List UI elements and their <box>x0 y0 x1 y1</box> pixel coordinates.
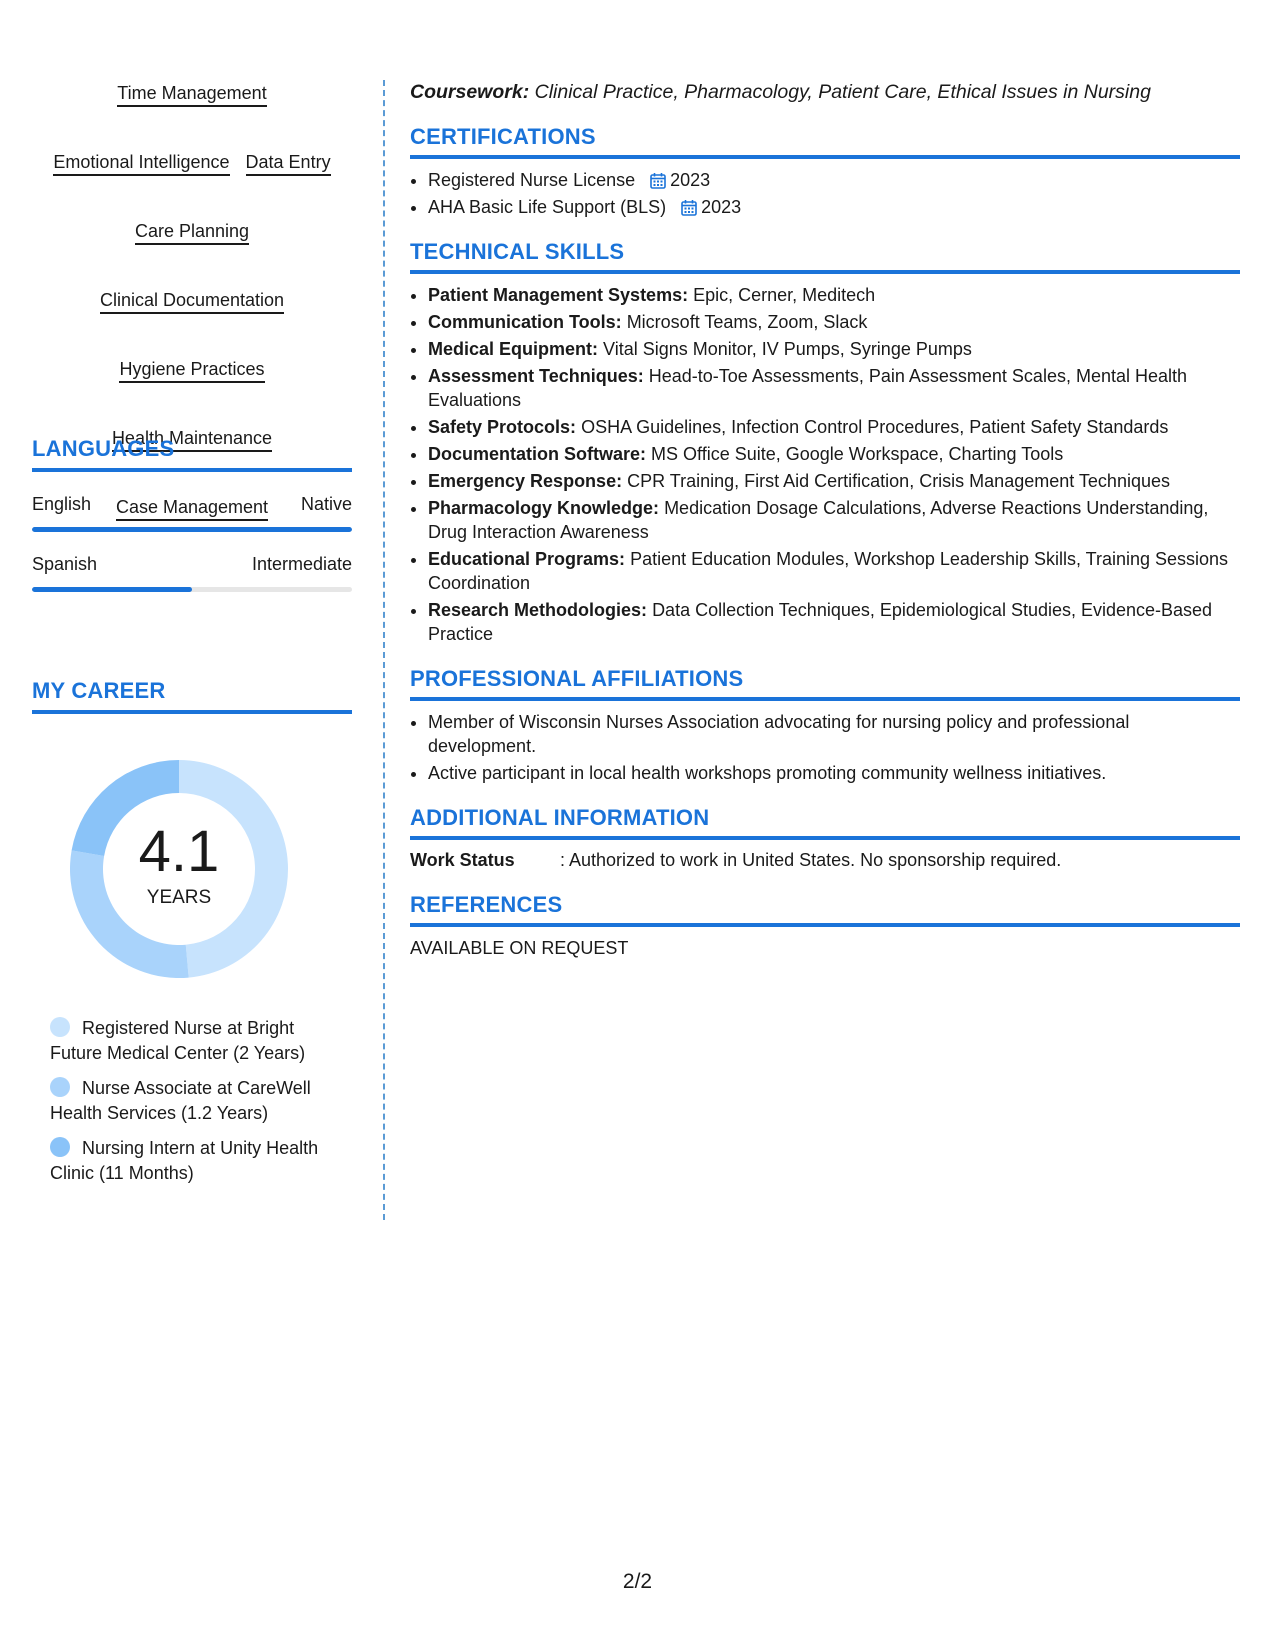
affiliation-item: • Active participant in local health workshops promoting community wellness initiatives. <box>428 761 1240 785</box>
additional-info-section <box>410 805 1240 872</box>
technical-skill-item <box>428 442 1240 466</box>
language-row <box>32 494 352 515</box>
technical-skills-list <box>410 283 1240 646</box>
references-heading: REFERENCES <box>410 892 1240 927</box>
language-row <box>32 554 352 575</box>
career-legend-item <box>50 1076 340 1126</box>
career-legend <box>50 1016 340 1186</box>
skill-tag: Care Planning <box>135 220 249 245</box>
technical-skill-item <box>428 547 1240 595</box>
legend-dot-icon <box>50 1077 70 1097</box>
career-legend-label: Nursing Intern at Unity Health Clinic (11 Months) <box>50 1138 319 1183</box>
certification-item <box>428 195 1240 219</box>
language-proficiency-fill <box>32 587 192 592</box>
coursework-line <box>410 80 1240 104</box>
skill-tag: Time Management <box>117 82 266 107</box>
skill-values: MS Office Suite, Google Workspace, Charting Tools <box>651 444 1064 464</box>
language-level: Native <box>300 494 352 514</box>
main-content <box>410 80 1240 960</box>
career-donut-chart <box>64 754 294 984</box>
certification-year: 2023 <box>670 170 711 190</box>
donut-center <box>64 754 294 984</box>
affiliation-item: • Member of Wisconsin Nurses Association advocating for nursing policy and professional development. <box>428 710 1240 758</box>
skill-tag: Hygiene Practices <box>119 358 264 383</box>
technical-skill-item <box>428 469 1240 493</box>
technical-skills-section <box>410 239 1240 646</box>
career-heading: MY CAREER <box>32 678 352 714</box>
work-status-row <box>410 848 1240 872</box>
affiliations-heading: PROFESSIONAL AFFILIATIONS <box>410 666 1240 701</box>
certification-name: AHA Basic Life Support (BLS) <box>428 197 667 217</box>
legend-dot-icon <box>50 1137 70 1157</box>
coursework-label: Coursework: <box>410 81 530 103</box>
skill-values: Microsoft Teams, Zoom, Slack <box>626 312 868 332</box>
skill-values: Vital Signs Monitor, IV Pumps, Syringe Pumps <box>603 339 972 359</box>
calendar-icon <box>650 172 666 189</box>
calendar-icon <box>681 199 697 216</box>
certifications-section <box>410 124 1240 219</box>
coursework-text: Clinical Practice, Pharmacology, Patient Care, Ethical Issues in Nursing <box>534 81 1151 103</box>
technical-skill-item <box>428 496 1240 544</box>
technical-skills-heading: TECHNICAL SKILLS <box>410 239 1240 274</box>
career-total-years: 4.1 <box>138 819 220 884</box>
additional-info-heading: ADDITIONAL INFORMATION <box>410 805 1240 840</box>
technical-skill-item <box>428 415 1240 439</box>
languages-section <box>32 436 352 592</box>
certifications-heading: CERTIFICATIONS <box>410 124 1240 159</box>
language-name: English <box>32 494 92 514</box>
skill-category: Research Methodologies: <box>428 600 648 620</box>
certification-name: Registered Nurse License <box>428 170 636 190</box>
technical-skill-item <box>428 283 1240 307</box>
language-proficiency-bar <box>32 587 352 592</box>
skill-tag: Data Entry <box>246 151 331 176</box>
language-proficiency-bar <box>32 527 352 532</box>
languages-heading: LANGUAGES <box>32 436 352 472</box>
language-proficiency-fill <box>32 527 352 532</box>
certification-year: 2023 <box>701 197 742 217</box>
sidebar <box>32 82 352 1183</box>
work-status-value: : Authorized to work in United States. No sponsorship required. <box>560 850 1062 870</box>
skill-tag: Health Maintenance <box>112 427 272 452</box>
skill-values: Epic, Cerner, Meditech <box>693 285 876 305</box>
skill-category: Documentation Software: <box>428 444 647 464</box>
skill-values: Data Collection Techniques, Epidemiological Studies, Evidence-Based Practice <box>428 600 1213 644</box>
technical-skill-item <box>428 337 1240 361</box>
skill-values: Patient Education Modules, Workshop Leadership Skills, Training Sessions Coordination <box>428 549 1229 593</box>
affiliations-section <box>410 666 1240 785</box>
career-legend-item <box>50 1016 340 1066</box>
career-legend-label: Registered Nurse at Bright Future Medical Center (2 Years) <box>50 1018 306 1063</box>
skill-tag: Clinical Documentation <box>100 289 284 314</box>
career-legend-label: Nurse Associate at CareWell Health Services (1.2 Years) <box>50 1078 311 1123</box>
career-section <box>32 678 352 1196</box>
skill-category: Safety Protocols: <box>428 417 577 437</box>
skill-category: Emergency Response: <box>428 471 623 491</box>
technical-skill-item <box>428 364 1240 412</box>
skill-values: OSHA Guidelines, Infection Control Procedures, Patient Safety Standards <box>581 417 1169 437</box>
skill-values: Medication Dosage Calculations, Adverse Reactions Understanding, Drug Interaction Awareness <box>428 498 1209 542</box>
career-legend-item <box>50 1136 340 1186</box>
language-level: Intermediate <box>251 554 352 574</box>
references-text: AVAILABLE ON REQUEST <box>410 938 629 958</box>
legend-dot-icon <box>50 1017 70 1037</box>
certification-item <box>428 168 1240 192</box>
skill-category: Communication Tools: <box>428 312 622 332</box>
certifications-list <box>410 168 1240 219</box>
column-divider <box>383 80 385 1220</box>
skill-values: Head-to-Toe Assessments, Pain Assessment Scales, Mental Health Evaluations <box>428 366 1188 410</box>
page-number: 2/2 <box>622 1570 653 1593</box>
skill-category: Pharmacology Knowledge: <box>428 498 660 518</box>
skill-tag: Case Management <box>116 496 268 521</box>
skill-tag: Emotional Intelligence <box>53 151 229 176</box>
skill-category: Educational Programs: <box>428 549 626 569</box>
technical-skill-item <box>428 310 1240 334</box>
skill-category: Patient Management Systems: <box>428 285 689 305</box>
skill-values: CPR Training, First Aid Certification, Crisis Management Techniques <box>627 471 1170 491</box>
language-name: Spanish <box>32 554 98 574</box>
work-status-label: Work Status <box>410 850 515 870</box>
technical-skill-item <box>428 598 1240 646</box>
affiliations-list <box>410 710 1240 785</box>
references-section <box>410 892 1240 960</box>
skill-category: Medical Equipment: <box>428 339 599 359</box>
career-total-unit: YEARS <box>146 887 212 908</box>
skill-category: Assessment Techniques: <box>428 366 644 386</box>
